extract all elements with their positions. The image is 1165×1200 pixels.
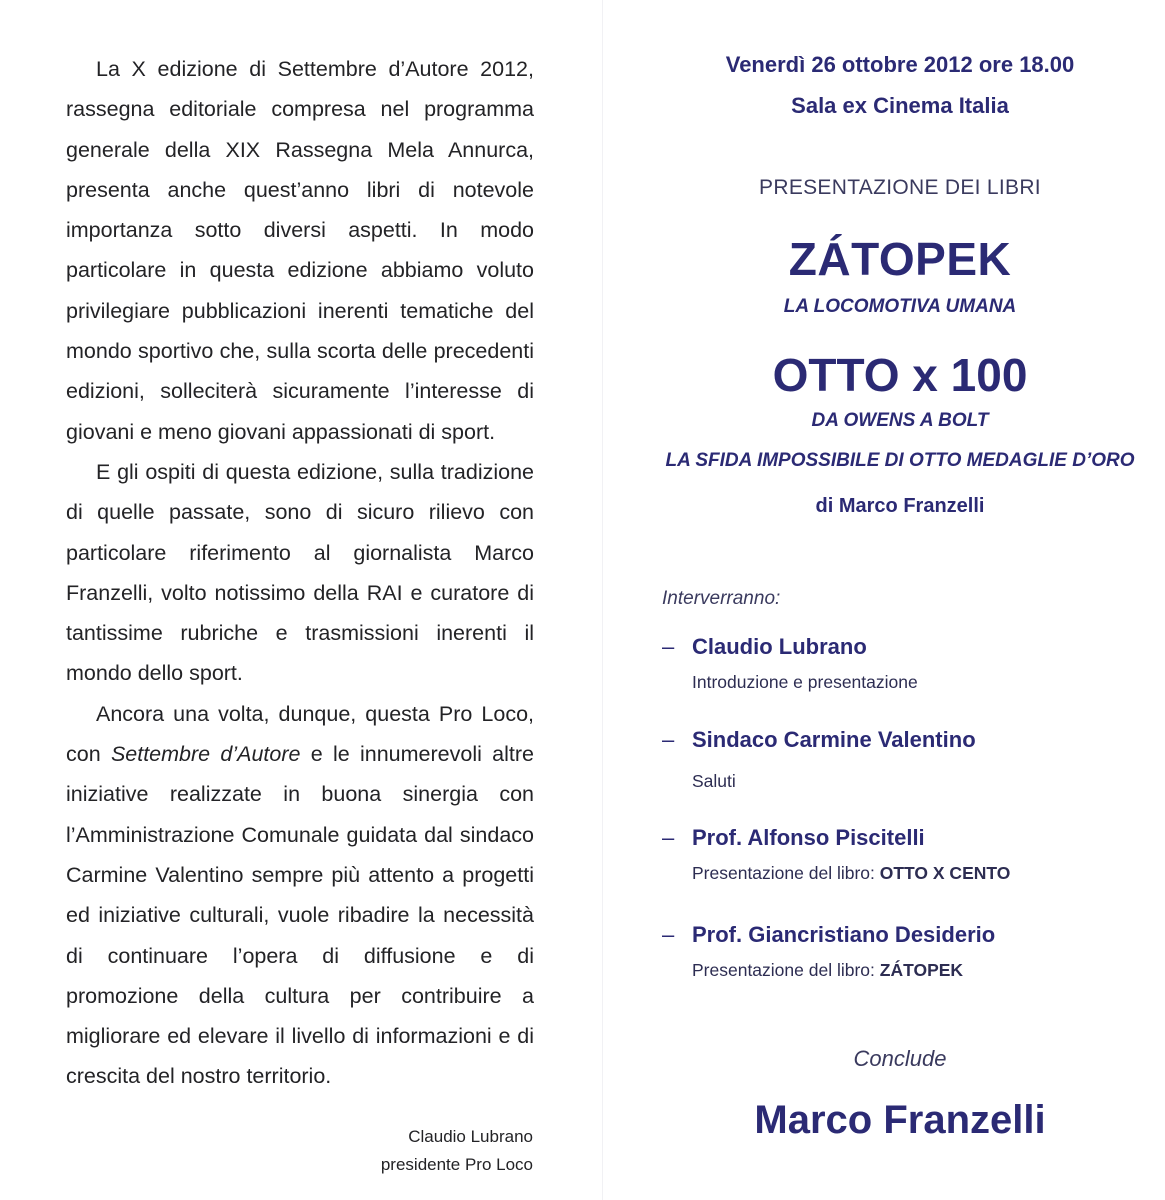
paragraph-3-part-b: e le innumerevoli altre iniziative realizzate in buona sinergia con l’Amministrazione Comunale guidata dal sindaco Carmine Valentino sempre più attento a progetti ed iniziative culturali, vuole ribadire la necessità di continuare l’opera di diffusione e di promozione della cultura per contribuire a migliorare ed elevare il livello di informazioni e di crescita del nostro territorio. (66, 742, 534, 1089)
speaker-role-text: Saluti (692, 771, 736, 791)
event-date: Venerdì 26 ottobre 2012 ore 18.00 (725, 52, 1075, 77)
book1-subtitle: LA LOCOMOTIVA UMANA (783, 296, 1017, 317)
event-name-italic: Settembre d’Autore (110, 742, 301, 767)
dash-bullet: – (662, 634, 675, 659)
closing-speaker: Marco Franzelli (754, 1098, 1046, 1142)
presentation-heading: PRESENTAZIONE DEI LIBRI (759, 176, 1041, 199)
introduction-text (66, 49, 534, 1097)
speaker-name: Prof. Giancristiano Desiderio (692, 922, 996, 947)
speaker-role-text: Introduzione e presentazione (692, 672, 918, 692)
book2-title: OTTO x 100 (772, 349, 1028, 401)
dash-bullet: – (662, 727, 675, 752)
signature (381, 1123, 533, 1179)
fold-line (602, 0, 603, 1200)
speaker-role-text: Presentazione del libro: (692, 863, 880, 883)
book1-title: ZÁTOPEK (788, 233, 1012, 285)
paragraph-3-part-a: Ancora una volta, dunque, questa Pro Loco, con (66, 701, 534, 767)
speaker-name: Claudio Lubrano (692, 634, 867, 659)
paragraph-1: La X edizione di Settembre d’Autore 2012, rassegna editoriale compresa nel programma generale della XIX Rassegna Mela Annurca, presenta anche quest’anno libri di notevole importanza sotto diversi aspetti. In modo particolare in questa edizione abbiamo voluto privilegiare pubblicazioni inerenti tematiche del mondo sportivo che, sulla scorta delle precedenti edizioni, solleciterà sicuramente l’interesse di giovani e meno giovani appassionati di sport. (66, 57, 534, 444)
signature-name: Claudio Lubrano (408, 1127, 533, 1146)
speaker-role (692, 960, 963, 981)
book-author: di Marco Franzelli (815, 495, 985, 517)
speaker-name: Prof. Alfonso Piscitelli (692, 825, 925, 850)
book2-subtitle-2: LA SFIDA IMPOSSIBILE DI OTTO MEDAGLIE D’ORO (665, 450, 1135, 471)
speaker-role (692, 863, 1010, 884)
signature-role: presidente Pro Loco (380, 1155, 533, 1174)
speaker-book: ZÁTOPEK (879, 960, 964, 980)
paragraph-2: E gli ospiti di questa edizione, sulla tradizione di quelle passate, sono di sicuro rilievo con particolare riferimento al giornalista Marco Franzelli, volto notissimo della RAI e curatore di tantissime rubriche e trasmissioni inerenti il mondo dello sport. (66, 459, 534, 686)
speaker-role-text: Presentazione del libro: (692, 960, 880, 980)
dash-bullet: – (662, 825, 675, 850)
speaker-role (692, 771, 736, 792)
dash-bullet: – (662, 922, 675, 947)
speaker-book: OTTO X CENTO (879, 863, 1011, 883)
paragraph-3 (66, 694, 534, 1097)
conclude-label: Conclude (853, 1046, 947, 1071)
event-venue: Sala ex Cinema Italia (791, 93, 1009, 118)
speaker-role (692, 672, 918, 693)
book2-subtitle-1: DA OWENS A BOLT (811, 410, 989, 431)
speaker-name: Sindaco Carmine Valentino (692, 727, 976, 752)
speakers-intro: Interverranno: (662, 588, 781, 609)
